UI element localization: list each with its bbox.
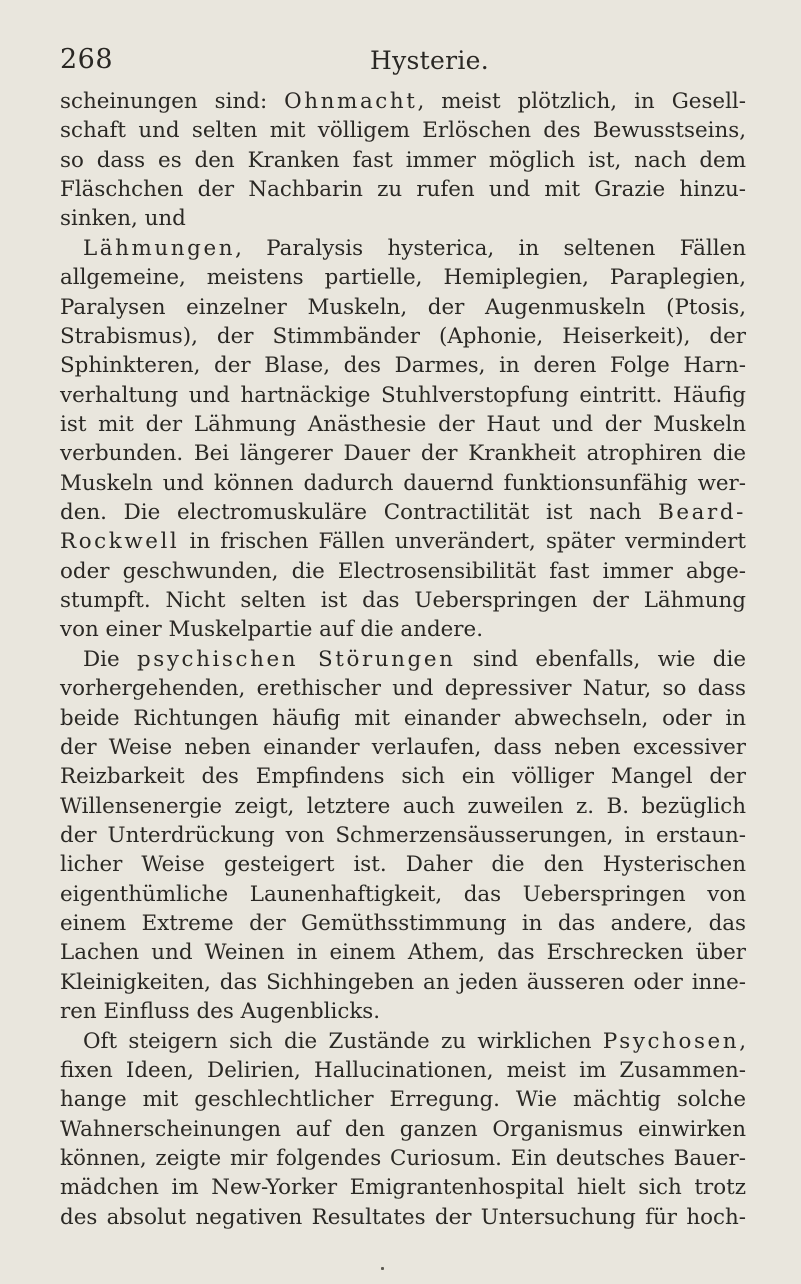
text-line <box>60 410 746 439</box>
body-text <box>60 87 746 1232</box>
text-line <box>60 87 746 116</box>
line-text: stumpft. Nicht selten ist das Ueberspringen der Lähmung <box>60 588 746 614</box>
text-line <box>60 909 746 938</box>
text-line <box>60 116 746 145</box>
text-line <box>60 1173 746 1202</box>
line-text: Oft steigern sich die Zustände zu wirklichen <box>83 1028 603 1054</box>
spaced-emphasis: Psychosen <box>602 1028 740 1054</box>
text-line <box>60 733 746 762</box>
text-line <box>60 674 746 703</box>
text-line <box>60 322 746 351</box>
text-line <box>60 821 746 850</box>
text-line <box>60 381 746 410</box>
text-line <box>60 938 746 967</box>
text-line <box>60 850 746 879</box>
line-text: Willensenergie zeigt, letztere auch zuweilen z. B. bezüglich <box>60 793 746 819</box>
text-line <box>60 439 746 468</box>
line-text: hange mit geschlechtlicher Erregung. Wie mächtig solche <box>60 1087 746 1113</box>
line-text: Paralysen einzelner Muskeln, der Augenmuskeln (Ptosis, <box>60 294 746 320</box>
running-head: Hysterie. <box>370 46 489 75</box>
spaced-emphasis: Ohnmacht <box>284 89 418 114</box>
line-text: sind ebenfalls, wie die <box>455 646 746 672</box>
text-line <box>60 792 746 821</box>
text-line <box>60 1115 746 1144</box>
text-line <box>60 1085 746 1114</box>
line-text: in frischen Fällen unverändert, später vermindert <box>179 529 746 555</box>
text-line <box>60 615 746 644</box>
line-text: mädchen im New-Yorker Emigrantenhospital hielt sich trotz <box>60 1175 746 1201</box>
line-text: scheinungen sind: <box>60 89 285 114</box>
line-text: beide Richtungen häufig mit einander abwechseln, oder in <box>60 705 746 731</box>
text-line <box>60 146 746 175</box>
text-line <box>60 1027 746 1056</box>
text-line <box>60 293 746 322</box>
text-line <box>60 586 746 615</box>
line-text: , meist plötzlich, in Gesell- <box>417 89 746 114</box>
text-line <box>60 498 746 527</box>
line-text: sinken, und <box>60 206 186 232</box>
line-text: einem Extreme der Gemüthsstimmung in das andere, das <box>60 911 746 937</box>
text-line <box>60 880 746 909</box>
line-text: oder geschwunden, die Electrosensibilität fast immer abge- <box>60 558 746 584</box>
page-header <box>60 44 750 80</box>
line-text: verhaltung und hartnäckige Stuhlverstopfung eintritt. Häufig <box>60 382 746 408</box>
text-line <box>60 469 746 498</box>
line-text: Die <box>83 646 137 672</box>
line-text: licher Weise gesteigert ist. Daher die den Hysterischen <box>60 852 746 878</box>
line-text: können, zeigte mir folgendes Curiosum. Ein deutsches Bauer- <box>60 1145 746 1171</box>
line-text: , <box>739 1028 746 1054</box>
text-line <box>60 762 746 791</box>
text-line <box>60 263 746 292</box>
line-text: fixen Ideen, Delirien, Hallucinationen, meist im Zusammen- <box>60 1057 746 1083</box>
spaced-emphasis: Beard- <box>658 500 746 526</box>
line-text: Kleinigkeiten, das Sichhingeben an jeden äusseren oder inne- <box>60 969 746 995</box>
text-line <box>60 234 746 263</box>
text-line <box>60 968 746 997</box>
line-text: schaft und selten mit völligem Erlöschen des Bewusstseins, <box>60 118 746 144</box>
line-text: eigenthümliche Launenhaftigkeit, das Ueberspringen von <box>60 881 746 907</box>
line-text: von einer Muskelpartie auf die andere. <box>60 617 483 643</box>
line-text: vorhergehenden, erethischer und depressiver Natur, so dass <box>60 676 746 702</box>
line-text: Muskeln und können dadurch dauernd funktionsunfähig wer- <box>60 470 746 496</box>
line-text: so dass es den Kranken fast immer möglich ist, nach dem <box>60 147 746 173</box>
line-text: ren Einfluss des Augenblicks. <box>60 999 381 1025</box>
line-text: allgemeine, meistens partielle, Hemiplegien, Paraplegien, <box>60 265 746 291</box>
text-line <box>60 175 746 204</box>
text-line <box>60 704 746 733</box>
text-line <box>60 527 746 556</box>
line-text: ist mit der Lähmung Anästhesie der Haut und der Muskeln <box>60 411 746 437</box>
line-text: Sphinkteren, der Blase, des Darmes, in deren Folge Harn- <box>60 353 746 379</box>
line-text: , Paralysis hysterica, in seltenen Fällen <box>235 235 746 261</box>
text-line <box>60 645 746 674</box>
line-text: Lachen und Weinen in einem Athem, das Erschrecken über <box>60 940 746 966</box>
line-text: der Weise neben einander verlaufen, dass neben excessiver <box>60 734 746 760</box>
text-line <box>60 997 746 1026</box>
page-number: 268 <box>60 44 114 75</box>
text-line <box>60 1144 746 1173</box>
print-speck <box>381 1267 384 1270</box>
line-text: Fläschchen der Nachbarin zu rufen und mit Grazie hinzu- <box>60 177 746 203</box>
text-line <box>60 1203 746 1232</box>
text-line <box>60 204 746 233</box>
line-text: verbunden. Bei längerer Dauer der Krankheit atrophiren die <box>60 441 746 467</box>
text-line <box>60 351 746 380</box>
text-line <box>60 557 746 586</box>
line-text: Reizbarkeit des Empfindens sich ein völliger Mangel der <box>60 764 746 790</box>
spaced-emphasis: Rockwell <box>60 529 180 555</box>
line-text: Wahnerscheinungen auf den ganzen Organismus einwirken <box>60 1116 746 1142</box>
text-line <box>60 1056 746 1085</box>
line-text: des absolut negativen Resultates der Untersuchung für hoch- <box>60 1204 746 1230</box>
spaced-emphasis: Lähmungen <box>83 235 236 261</box>
spaced-emphasis: psychischen Störungen <box>136 646 456 672</box>
line-text: Strabismus), der Stimmbänder (Aphonie, Heiserkeit), der <box>60 323 746 349</box>
line-text: der Unterdrückung von Schmerzensäusserungen, in erstaun- <box>60 822 746 848</box>
line-text: den. Die electromuskuläre Contractilität ist nach <box>60 500 659 526</box>
